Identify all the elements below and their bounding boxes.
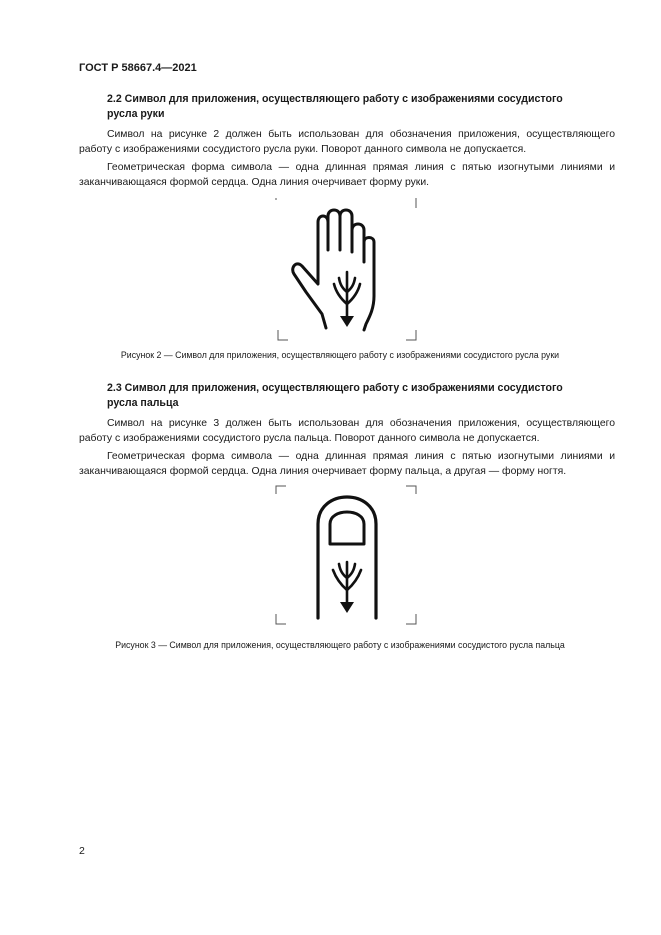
paragraph: Символ на рисунке 3 должен быть использован для обозначения приложения, осуществляющего работу с изображениями сосудистого русла пальца. Поворот данного символа не допускается. (79, 418, 615, 444)
figure-3 (270, 480, 422, 630)
section-title: 2.2 Символ для приложения, осуществляющего работу с изображениями сосудистого русла руки (107, 93, 563, 120)
document-header: ГОСТ Р 58667.4—2021 (79, 62, 197, 74)
section-title: 2.3 Символ для приложения, осуществляющего работу с изображениями сосудистого русла пальца (107, 382, 563, 409)
hand-vein-icon (270, 192, 422, 342)
figure-3-caption: Рисунок 3 — Символ для приложения, осуществляющего работу с изображениями сосудистого русла пальца (115, 640, 565, 650)
figure-2-caption: Рисунок 2 — Символ для приложения, осуществляющего работу с изображениями сосудистого русла руки (120, 350, 560, 360)
figure-2 (270, 192, 422, 342)
paragraph: Геометрическая форма символа — одна длинная прямая линия с пятью изогнутыми линиями и заканчивающаяся формой сердца. Одна линия очерчивает форму руки. (79, 162, 615, 188)
page-number: 2 (79, 845, 85, 857)
section-2-3 (79, 381, 615, 479)
paragraph: Символ на рисунке 2 должен быть использован для обозначения приложения, осуществляющего работу с изображениями сосудистого русла руки. Поворот данного символа не допускается. (79, 129, 615, 155)
finger-vein-icon (270, 480, 422, 630)
section-2-2 (79, 92, 615, 190)
paragraph: Геометрическая форма символа — одна длинная прямая линия с пятью изогнутыми линиями и заканчивающаяся формой сердца. Одна линия очерчивает форму пальца, а другая — форму ногтя. (79, 451, 615, 477)
